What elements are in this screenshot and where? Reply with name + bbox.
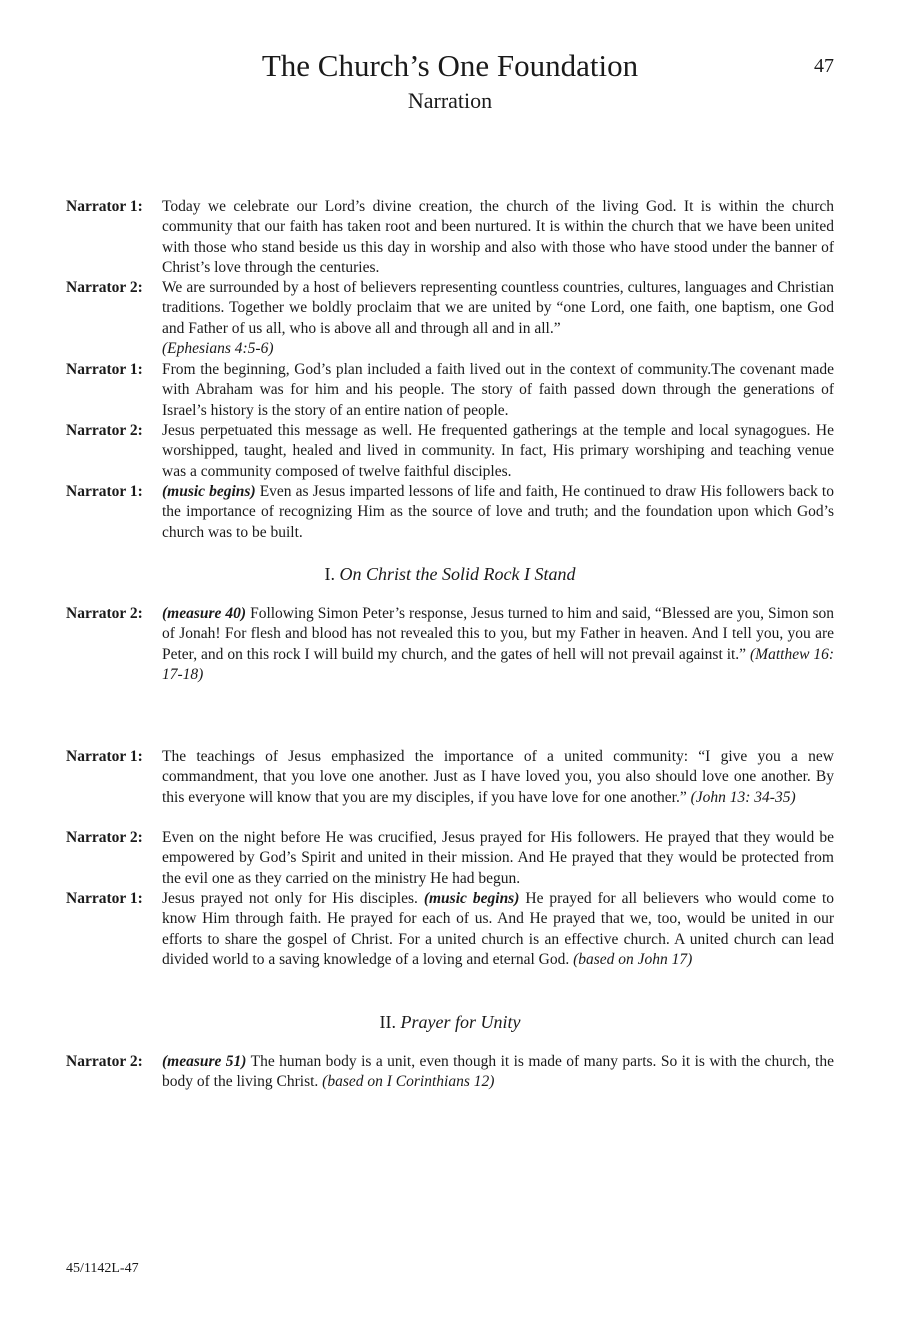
narration-entry — [66, 1052, 834, 1093]
narration-text: (measure 40) Following Simon Peter’s response, Jesus turned to him and said, “Blessed are you, Simon son of Jonah! For flesh and blood has not revealed this to you, but my Father in heaven. And I tell you, you are Peter, and on this rock I will build my church, and the gates of hell will not prevail against it.” (Matthew 16: 17-18) — [162, 605, 835, 684]
scripture-reference: (based on John 17) — [573, 951, 693, 969]
narration-text: Jesus perpetuated this message as well. He frequented gatherings at the temple and local synagogues. He worshipped, taught, healed and lived in community. In fact, His primary worshiping and teaching venue was a community composed of twelve faithful disciples. — [162, 422, 834, 480]
speaker-label: Narrator 1: — [66, 890, 143, 907]
speaker-label: Narrator 2: — [66, 605, 143, 622]
narration-text: Today we celebrate our Lord’s divine creation, the church of the living God. It is within the church community that our faith has taken root and been nurtured. It is within the church that we have been united with those who stand beside us this day in worship and also with those who have stood under the banner of Christ’s love through the centuries. — [162, 198, 834, 277]
speaker-label: Narrator 2: — [66, 1053, 143, 1070]
narration-text: The teachings of Jesus emphasized the importance of a united community: “I give you a new commandment, that you love one another. Just as I have loved you, you also should love one another. By this everyone will know that you are my disciples, if you have love for one another.” (John 13: 34-35) — [162, 748, 834, 806]
scripture-reference: (Matthew 16: 17-18) — [162, 645, 835, 684]
section-heading — [0, 1011, 900, 1033]
narration-text: From the beginning, God’s plan included a faith lived out in the context of community.The covenant made with Abraham was for him and his people. The story of faith passed down through the generations of Israel’s history is the story of an entire nation of people. — [162, 361, 834, 419]
measure-cue: (measure 40) — [162, 605, 247, 622]
narration-entry — [66, 278, 834, 360]
section-name: Prayer for Unity — [400, 1012, 521, 1032]
footer-code: 45/1142L-47 — [66, 1261, 139, 1276]
page-number: 47 — [814, 55, 834, 77]
speaker-label: Narrator 1: — [66, 361, 143, 378]
speaker-label: Narrator 2: — [66, 422, 143, 439]
narration-text: (measure 51) The human body is a unit, even though it is made of many parts. So it is with the church, the body of the living Christ. (based on I Corinthians 12) — [162, 1053, 834, 1091]
scripture-reference: (based on I Corinthians 12) — [322, 1073, 495, 1091]
narration-entry — [66, 482, 834, 543]
section-numeral: II. — [379, 1012, 396, 1032]
narration-entry — [66, 889, 834, 971]
page-title: The Church’s One Foundation — [261, 48, 639, 83]
narration-entry — [66, 828, 834, 889]
speaker-label: Narrator 1: — [66, 748, 143, 765]
measure-cue: (measure 51) — [162, 1053, 247, 1070]
narration-text: (music begins) Even as Jesus imparted lessons of life and faith, He continued to draw His followers back to the importance of recognizing Him as the source of love and truth; and the foundation upon which God’s church was to be built. — [162, 483, 834, 541]
section-heading — [0, 563, 900, 585]
scripture-reference: (John 13: 34-35) — [690, 788, 796, 806]
narration-text: We are surrounded by a host of believers representing countless countries, cultures, languages and Christian traditions. Together we boldly proclaim that we are united by “one Lord, one faith, one baptism, one God and Father of us all, who is above all and through all and in all.” (Ephesians 4:5-6) — [162, 279, 834, 358]
speaker-label: Narrator 2: — [66, 279, 143, 296]
narration-entry — [66, 421, 834, 482]
section-name: On Christ the Solid Rock I Stand — [339, 564, 576, 584]
scripture-reference: (Ephesians 4:5-6) — [162, 340, 274, 358]
page-subtitle: Narration — [407, 88, 493, 113]
narration-entry — [66, 747, 834, 808]
music-cue: (music begins) — [162, 483, 256, 500]
speaker-label: Narrator 2: — [66, 829, 143, 846]
speaker-label: Narrator 1: — [66, 198, 143, 215]
narration-entry — [66, 197, 834, 279]
narration-text: Even on the night before He was crucified, Jesus prayed for His followers. He prayed that they would be empowered by God’s Spirit and united in their mission. And He prayed that they would be protected from the evil one as they carried on the ministry He had begun. — [162, 829, 834, 887]
narration-entry — [66, 360, 834, 421]
section-numeral: I. — [324, 564, 335, 584]
narration-text: Jesus prayed not only for His disciples. (music begins) He prayed for all believers who would come to know Him through faith. He prayed for each of us. And He prayed that we, too, would be united in our efforts to share the gospel of Christ. For a united church is an effective church. A united church can lead divided world to a saving knowledge of a loving and eternal God. (based on John 17) — [162, 890, 835, 969]
speaker-label: Narrator 1: — [66, 483, 143, 500]
narration-entry — [66, 604, 834, 686]
music-cue: (music begins) — [423, 890, 520, 907]
